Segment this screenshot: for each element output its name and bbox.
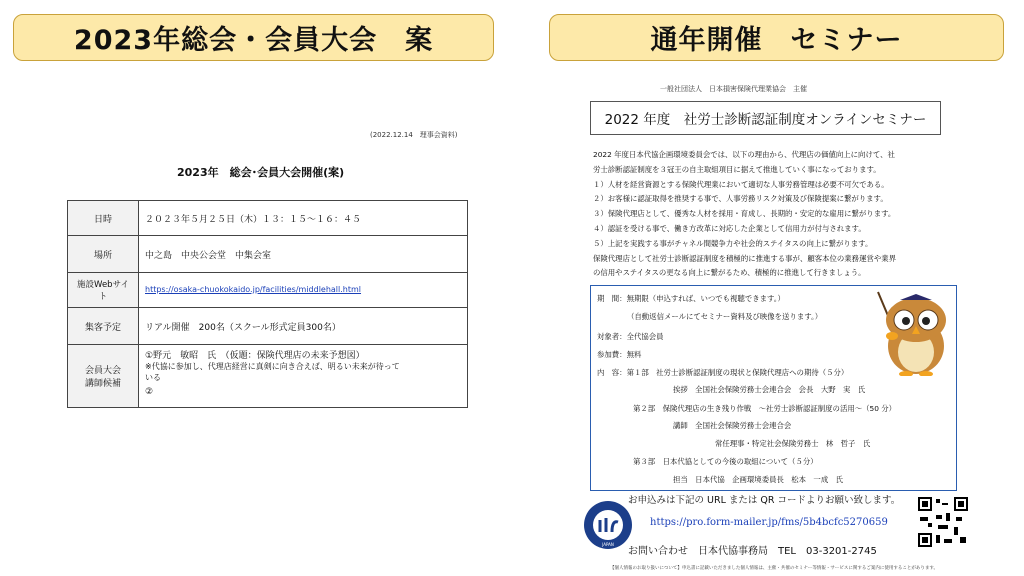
left-banner: 2023年総会・会員大会 案 — [13, 14, 494, 61]
period-text: 期 間：無期限（申込すれば、いつでも視聴できます。） — [597, 294, 785, 303]
intro-line: ４）認証を受ける事で、働き方改革に対応した企業として信用力が付与されます。 — [593, 223, 866, 233]
intro-line: ３）保険代理店として、優秀な人材を採用・育成し、長期的・安定的な雇用に繋がります。 — [593, 209, 896, 219]
count-value: リアル開催 200名（スクール形式定員300名） — [139, 308, 468, 345]
flyer-title: 2022 年度 社労士診断認証制度オンラインセミナー — [590, 101, 941, 135]
place-label: 場所 — [68, 236, 139, 273]
association-seal-icon — [583, 500, 633, 550]
place-value: 中之島 中央公会堂 中集会室 — [139, 236, 468, 273]
memo-note: (2022.12.14 理事会資料) — [370, 131, 458, 139]
date-value: ２０２３年５月２５日（木）１３：１５〜１６：４５ — [139, 201, 468, 236]
intro-line: ５）上記を実践する事がチャネル間競争力や社会的ステイタスの向上に繋がります。 — [593, 238, 873, 248]
target-text: 対象者：全代協会員 — [597, 332, 664, 341]
speaker-line1: ①野元 敏昭 氏 （仮題：保険代理店の未来予想図） — [145, 351, 365, 361]
date-label: 日時 — [68, 201, 139, 236]
table-row — [68, 345, 468, 408]
facility-link[interactable]: https://osaka-chuokokaido.jp/facilities/middlehall.html — [145, 285, 362, 294]
intro-line: １）人材を経営資源とする保険代理業において適切な人事労務管理は必要不可欠である。 — [593, 179, 889, 189]
web-cell — [139, 273, 468, 308]
speaker-label-line1: 会員大会 — [84, 366, 121, 376]
intro-line: 保険代理店として社労士診断認証制度を積極的に推進する事が、顧客本位の業務運営や業界 — [593, 253, 897, 263]
speaker-line4: ② — [145, 387, 154, 397]
speaker-label — [68, 345, 139, 408]
speaker-line2: ※代協に参加し、代理店経営に真剣に向き合えば、明るい未来が待って — [145, 362, 400, 371]
lecturer-part2-title: 常任理事・特定社会保険労務士 林 哲子 氏 — [715, 439, 871, 448]
qr-code-icon[interactable] — [918, 497, 968, 547]
apply-text: お申込みは下記の URL または QR コードよりお願い致します。 — [628, 495, 901, 506]
intro-line: の信用やステイタスの更なる向上に繋がるため、積極的に推進して行きましょう。 — [593, 268, 866, 278]
agenda-table — [67, 200, 468, 408]
lecturer-part2: 講師 全国社会保険労務士会連合会 — [673, 421, 792, 430]
content-part2: 第２部 保険代理店の生き残り作戦 〜社労士診断認証制度の活用〜（50 分） — [633, 404, 897, 413]
right-banner: 通年開催 セミナー — [549, 14, 1004, 61]
table-row — [68, 308, 468, 345]
greeting-part1: 挨拶 全国社会保険労務士会連合会 会長 大野 実 氏 — [673, 385, 866, 394]
web-label: 施設Webサイト — [68, 273, 139, 308]
table-row — [68, 201, 468, 236]
content-part1: 内 容：第１部 社労士診断認証制度の現状と保険代理店への期待（５分） — [597, 368, 849, 377]
speaker-label-line2: 講師候補 — [84, 379, 121, 389]
intro-line: 労士診断認証制度を３冠王の自主取組項目に据えて推進していく事になっております。 — [593, 164, 881, 174]
table-row — [68, 236, 468, 273]
speaker-line3: いる — [145, 373, 161, 382]
owl-mascot-icon — [870, 290, 952, 376]
speaker-value — [139, 345, 468, 408]
seminar-url-link[interactable]: https://pro.form-mailer.jp/fms/5b4bcfc5270659 — [650, 517, 888, 528]
contact-text: お問い合わせ 日本代協事務局 TEL 03-3201-2745 — [628, 546, 877, 557]
fee-text: 参加費：無料 — [597, 350, 642, 359]
content-part3: 第３部 日本代協としての今後の取組について（５分） — [633, 457, 818, 466]
left-doc-title: 2023年 総会･会員大会開催(案) — [177, 166, 345, 179]
count-label: 集客予定 — [68, 308, 139, 345]
intro-text — [593, 148, 953, 281]
intro-line: ２）お客様に認証取得を推奨する事で、人事労務リスク対策及び保険提案に繋がります。 — [593, 194, 888, 204]
seal-text: JAPAN — [602, 542, 614, 547]
privacy-footnote: 【個人情報のお取り扱いについて】申込書に記載いただきました個人情報は、主催・共催のセミナー等情報・サービスに関するご案内に使用することがあります。 — [610, 566, 939, 571]
organizer-text: 一般社団法人 日本損害保険代理業協会 主催 — [660, 85, 807, 93]
table-row — [68, 273, 468, 308]
intro-line: 2022 年度日本代協企画環境委員会では、以下の理由から、代理店の価値向上に向けて、社 — [593, 150, 895, 159]
period-note: （自動返信メールにてセミナー資料及び映像を送ります。） — [627, 312, 823, 321]
lecturer-part3: 担当 日本代協 企画環境委員長 松本 一成 氏 — [673, 475, 843, 484]
